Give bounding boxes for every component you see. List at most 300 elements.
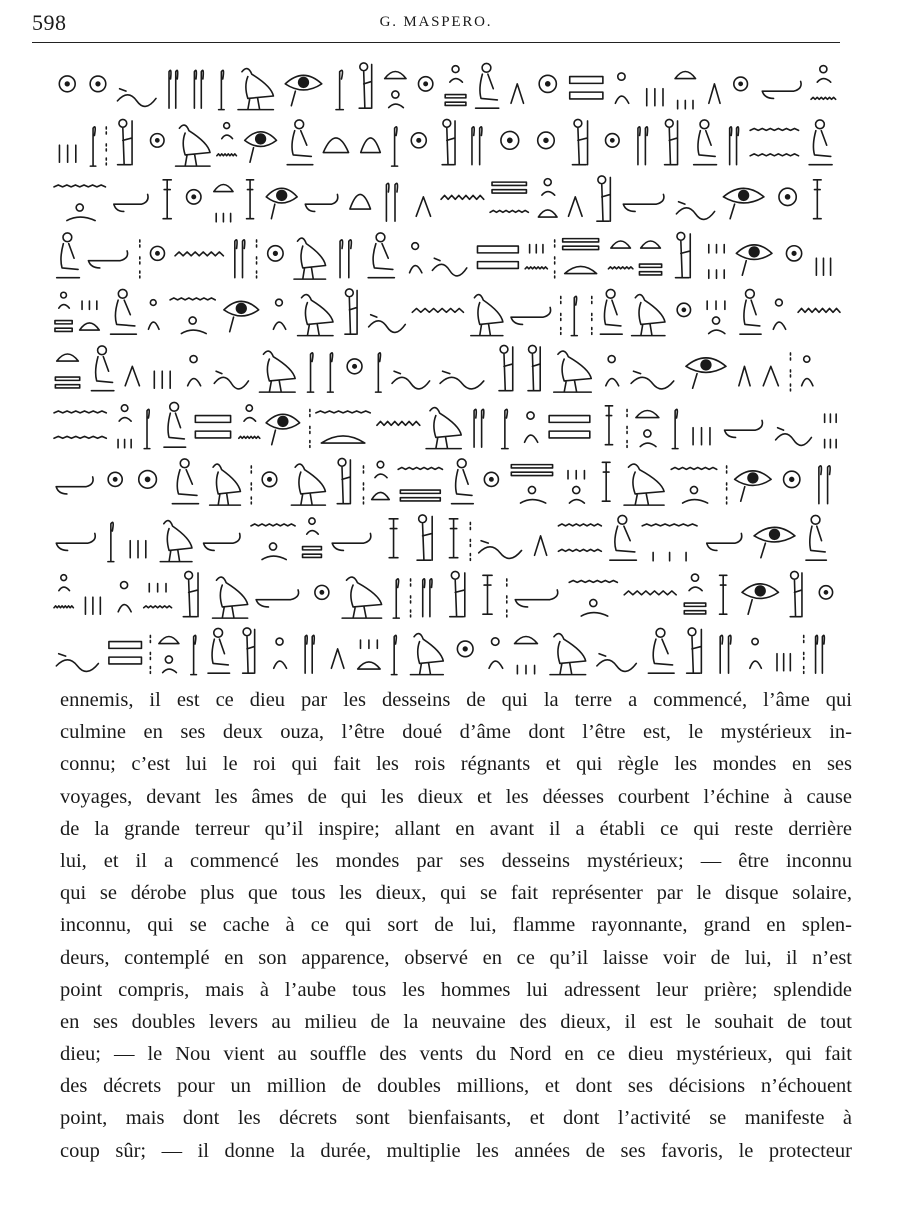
hieroglyph-glyph	[642, 524, 697, 526]
hieroglyph-glyph	[426, 408, 461, 449]
hieroglyph-glyph	[528, 345, 540, 390]
hieroglyph-glyph	[530, 245, 543, 253]
hieroglyph-glyph	[569, 580, 617, 582]
hieroglyph-glyph	[117, 89, 156, 107]
hieroglyph-glyph	[187, 190, 201, 204]
hieroglyph-glyph	[776, 428, 812, 446]
hieroglyph-glyph	[790, 571, 802, 616]
hieroglyph-glyph	[259, 351, 295, 392]
hieroglyph-glyph	[154, 371, 170, 388]
hieroglyph-glyph	[636, 410, 659, 417]
hieroglyph-glyph	[811, 97, 836, 99]
hieroglyph-glyph	[359, 63, 372, 108]
hieroglyph-glyph	[631, 371, 674, 389]
hieroglyph-glyph	[369, 315, 406, 333]
hieroglyph-glyph	[361, 138, 381, 153]
hieroglyph-glyph	[56, 533, 95, 550]
hieroglyph-glyph	[549, 416, 590, 438]
hieroglyph-glyph	[611, 241, 631, 248]
hieroglyph-glyph	[641, 241, 661, 248]
hieroglyph-glyph	[391, 635, 397, 674]
hieroglyph-glyph	[572, 119, 587, 164]
hieroglyph-glyph	[684, 603, 705, 614]
hieroglyph-glyph	[819, 466, 830, 504]
hieroglyph-glyph	[707, 301, 725, 309]
hieroglyph-glyph	[91, 346, 113, 391]
hieroglyph-glyph	[515, 590, 557, 607]
hieroglyph-glyph	[181, 317, 206, 334]
hieroglyph-glyph	[457, 641, 473, 657]
hieroglyph-glyph	[204, 533, 241, 550]
hieroglyph-glyph	[809, 120, 832, 165]
hieroglyph-glyph	[725, 420, 763, 437]
hieroglyph-glyph	[511, 84, 524, 103]
text-line: des décrets pour un million de doubles millions, et dont ses décisions n’échouent	[60, 1075, 852, 1098]
hieroglyph-glyph	[558, 549, 601, 551]
text-line: voyages, devant les âmes de qui les dieux et les déesses courbent l’échine à cause	[60, 785, 852, 808]
hieroglyph-glyph	[159, 636, 179, 643]
hieroglyph-glyph	[730, 127, 739, 165]
hieroglyph-glyph	[416, 197, 430, 216]
hieroglyph-glyph	[345, 289, 357, 334]
hieroglyph-glyph	[554, 351, 591, 392]
hieroglyph-glyph	[239, 436, 260, 438]
hieroglyph-glyph	[243, 628, 255, 673]
hieroglyph-glyph	[287, 120, 313, 165]
hieroglyph-glyph	[707, 533, 742, 550]
hieroglyph-glyph	[693, 428, 710, 445]
hieroglyph-glyph	[393, 579, 399, 618]
hieroglyph-glyph	[471, 295, 503, 336]
text-line: de la grande terreur qu’il inspire; allant en avant il a établi ce qui reste derrière	[60, 817, 852, 840]
hieroglyph-glyph	[389, 519, 398, 558]
hieroglyph-row	[55, 289, 840, 336]
hieroglyph-glyph	[82, 301, 97, 309]
hieroglyph-glyph	[450, 571, 465, 616]
hieroglyph-glyph	[535, 536, 547, 555]
hieroglyph-glyph	[273, 299, 285, 329]
hieroglyph-glyph	[600, 289, 622, 334]
hieroglyph-glyph	[372, 492, 390, 499]
hieroglyph-glyph	[210, 464, 241, 505]
hieroglyph-glyph	[418, 77, 432, 91]
hieroglyph-glyph	[208, 628, 230, 673]
hieroglyph-glyph	[57, 233, 80, 278]
hieroglyph-glyph	[150, 246, 164, 260]
hieroglyph-glyph	[806, 515, 826, 560]
hieroglyph-glyph	[452, 459, 474, 504]
hieroglyph-glyph	[216, 213, 230, 221]
hieroglyph-glyph	[109, 642, 142, 664]
hieroglyph-row	[59, 119, 832, 166]
hieroglyph-glyph	[489, 638, 503, 668]
hieroglyph-glyph	[316, 411, 370, 413]
hieroglyph-glyph	[294, 238, 326, 279]
hieroglyph-glyph	[54, 185, 105, 187]
hieroglyph-glyph	[111, 289, 137, 334]
hieroglyph-glyph	[558, 524, 601, 526]
hieroglyph-glyph	[331, 649, 344, 668]
hieroglyph-glyph	[492, 182, 526, 193]
hieroglyph-glyph	[360, 640, 377, 648]
hieroglyph-glyph	[773, 299, 785, 329]
header-rule	[32, 42, 840, 43]
hieroglyph-glyph	[389, 91, 404, 108]
hieroglyph-glyph	[484, 472, 498, 486]
hieroglyph-glyph	[608, 267, 632, 269]
hieroglyph-row	[54, 176, 821, 222]
hieroglyph-glyph	[56, 477, 93, 494]
hieroglyph-glyph	[571, 296, 577, 335]
hieroglyph-glyph	[118, 439, 131, 447]
hieroglyph-glyph	[550, 634, 586, 675]
hieroglyph-row	[56, 628, 824, 675]
text-line: qui se dérobe plus que tous les dieux, qui se fait représenter par le disque solaire,	[60, 882, 852, 905]
hieroglyph-glyph	[515, 636, 538, 643]
hieroglyph-glyph	[385, 71, 406, 78]
hieroglyph-glyph	[511, 465, 552, 476]
hieroglyph-glyph	[195, 416, 230, 438]
text-line: dieu; — le Nou vient au souffle des vents du Nord en ce dieu mystérieux, qui fait	[60, 1043, 852, 1066]
hieroglyph-glyph	[164, 402, 186, 447]
hieroglyph-glyph	[750, 128, 798, 130]
hieroglyph-glyph	[689, 574, 702, 591]
hieroglyph-glyph	[214, 371, 248, 389]
hieroglyph-glyph	[217, 154, 237, 156]
hieroglyph-glyph	[400, 490, 440, 501]
hieroglyph-glyph	[816, 635, 825, 673]
hieroglyph-glyph	[653, 552, 686, 560]
hieroglyph-illustration	[52, 58, 842, 678]
hieroglyph-glyph	[740, 289, 761, 334]
hieroglyph-glyph	[55, 377, 79, 388]
hieroglyph-glyph	[569, 486, 584, 503]
hieroglyph-glyph	[375, 461, 387, 477]
hieroglyph-glyph	[777, 654, 790, 671]
hieroglyph-glyph	[224, 301, 259, 331]
hieroglyph-glyph	[687, 628, 702, 673]
hieroglyph-glyph	[750, 638, 762, 668]
hieroglyph-glyph	[476, 63, 499, 108]
text-line: coup sûr; — il donne la durée, multiplie les années de ses favoris, le protecteur	[60, 1139, 852, 1162]
hieroglyph-glyph	[315, 585, 329, 599]
hieroglyph-glyph	[238, 69, 273, 110]
hieroglyph-glyph	[538, 132, 555, 149]
hieroglyph-glyph	[191, 635, 197, 674]
hieroglyph-glyph	[266, 188, 297, 218]
hieroglyph-glyph	[130, 541, 146, 558]
hieroglyph-glyph	[88, 251, 127, 268]
hieroglyph-glyph	[483, 575, 492, 614]
text-line: en ses doubles levers au milieu de la neuvaine des dieux, il est le souhait de tout	[60, 1010, 852, 1033]
hieroglyph-glyph	[262, 543, 286, 560]
hieroglyph-glyph	[677, 303, 690, 316]
hieroglyph-glyph	[55, 321, 72, 332]
hieroglyph-glyph	[639, 264, 661, 275]
hieroglyph-glyph	[291, 464, 325, 505]
hieroglyph-glyph	[54, 606, 73, 608]
hieroglyph-glyph	[539, 75, 556, 92]
hieroglyph-glyph	[85, 597, 100, 614]
hieroglyph-glyph	[632, 295, 665, 336]
hieroglyph-glyph	[327, 353, 333, 392]
hieroglyph-glyph	[678, 100, 693, 108]
hieroglyphic-text-block	[52, 58, 842, 678]
hieroglyph-glyph	[54, 436, 106, 438]
hieroglyph-glyph	[398, 467, 442, 469]
hieroglyph-glyph	[538, 210, 557, 217]
hieroglyph-glyph	[412, 308, 463, 312]
hieroglyph-glyph	[67, 204, 95, 221]
hieroglyph-glyph	[219, 70, 225, 109]
hieroglyph-glyph	[565, 266, 597, 273]
hieroglyph-glyph	[118, 119, 133, 164]
hieroglyph-glyph	[517, 665, 534, 673]
hieroglyph-glyph	[511, 307, 551, 324]
hieroglyph-glyph	[336, 70, 343, 109]
hieroglyph-glyph	[350, 194, 371, 209]
hieroglyph-glyph	[442, 119, 455, 164]
hieroglyph-glyph	[176, 125, 210, 166]
hieroglyph-glyph	[638, 127, 648, 165]
hieroglyph-glyph	[386, 183, 397, 221]
hieroglyph-glyph	[108, 522, 114, 561]
hieroglyph-glyph	[542, 179, 555, 196]
hieroglyph-glyph	[323, 138, 348, 153]
hieroglyph-glyph	[376, 353, 382, 392]
hieroglyph-glyph	[119, 405, 131, 421]
hieroglyph-glyph	[786, 246, 801, 261]
hieroglyph-glyph	[160, 521, 192, 562]
hieroglyph-glyph	[80, 323, 100, 330]
hieroglyph-row	[57, 232, 831, 279]
hieroglyph-glyph	[169, 70, 178, 108]
hieroglyph-glyph	[337, 458, 350, 503]
hieroglyph-glyph	[347, 359, 362, 374]
hieroglyph-glyph	[720, 635, 731, 673]
hieroglyph-glyph	[59, 292, 70, 308]
hieroglyph-glyph	[432, 258, 466, 276]
hieroglyph-glyph	[235, 240, 245, 278]
hieroglyph-glyph	[90, 76, 106, 92]
text-line: point, mais dont les décrets sont bienfaisants, et dont l’activité se manifeste à	[60, 1107, 852, 1130]
hieroglyph-glyph	[305, 635, 314, 673]
hieroglyph-glyph	[570, 77, 603, 99]
hieroglyph-glyph	[742, 584, 778, 614]
text-line: culmine en ses deux ouza, l’être doué d’âme dont l’être est, le mystérieux in-	[60, 721, 852, 744]
hieroglyph-glyph	[709, 84, 720, 103]
text-line: lui, et il a commencé les mondes par ses desseins mystérieux; — être inconnu	[60, 849, 852, 872]
hieroglyph-glyph	[175, 252, 223, 256]
hieroglyph-glyph	[188, 356, 201, 386]
hieroglyph-glyph	[183, 571, 198, 616]
hieroglyph-glyph	[149, 584, 166, 592]
hieroglyph-glyph	[151, 134, 165, 148]
hieroglyph-row	[56, 515, 826, 562]
hieroglyph-glyph	[56, 654, 98, 672]
hieroglyph-glyph	[686, 358, 726, 388]
hieroglyph-glyph	[144, 409, 150, 448]
hieroglyph-glyph	[676, 202, 714, 220]
text-line: point compris, mais à l’aube tous les hommes lui adressent leur prière; splendide	[60, 978, 852, 1001]
hieroglyph-glyph	[520, 486, 545, 503]
hieroglyph-glyph	[298, 295, 333, 336]
hieroglyph-glyph	[441, 195, 484, 199]
hieroglyph-glyph	[754, 527, 795, 557]
hieroglyph-glyph	[499, 345, 513, 390]
hieroglyph-glyph	[411, 133, 426, 148]
hieroglyph-glyph	[285, 75, 322, 105]
text-line: ennemis, il est ce dieu par les desseins de qui la terre a commencé, l’âme qui	[60, 689, 852, 711]
hieroglyph-glyph	[672, 409, 678, 448]
hieroglyph-glyph	[450, 66, 463, 83]
hieroglyph-glyph	[114, 194, 148, 211]
hieroglyph-glyph	[525, 267, 547, 269]
hieroglyph-glyph	[368, 233, 394, 278]
hieroglyph-row	[55, 345, 813, 392]
hieroglyph-glyph	[307, 353, 313, 392]
hieroglyph-glyph	[640, 430, 656, 447]
hieroglyph-glyph	[606, 356, 619, 386]
hieroglyph-glyph	[739, 366, 750, 385]
hieroglyph-glyph	[90, 127, 96, 166]
hieroglyph-glyph	[108, 472, 122, 486]
running-title: G. MASPERO.	[379, 14, 493, 30]
hieroglyph-glyph	[59, 575, 70, 591]
hieroglyph-glyph	[170, 298, 215, 300]
hieroglyph-glyph	[214, 184, 233, 191]
hieroglyph-glyph	[266, 414, 300, 444]
hieroglyph-glyph	[474, 409, 484, 447]
hieroglyph-glyph	[525, 412, 538, 442]
hieroglyph-glyph	[816, 258, 830, 275]
hieroglyph-glyph	[694, 120, 717, 165]
hieroglyph-glyph	[624, 464, 664, 505]
hieroglyph-glyph	[118, 582, 131, 612]
page-number: 598	[32, 10, 67, 35]
hieroglyph-glyph	[423, 579, 432, 617]
hieroglyph-glyph	[303, 547, 322, 558]
hieroglyph-glyph	[449, 519, 457, 558]
hieroglyph-glyph	[268, 246, 283, 261]
hieroglyph-glyph	[410, 243, 422, 273]
hieroglyph-glyph	[490, 210, 528, 212]
hieroglyph-glyph	[59, 145, 75, 162]
hieroglyph-glyph	[307, 518, 319, 534]
hieroglyph-glyph	[244, 405, 256, 421]
hieroglyph-glyph	[392, 127, 398, 166]
hieroglyph-glyph	[392, 371, 430, 389]
hieroglyph-glyph	[568, 197, 582, 216]
hieroglyph-glyph	[139, 471, 157, 489]
hieroglyph-row	[56, 458, 830, 505]
hieroglyph-glyph	[734, 77, 748, 91]
hieroglyph-glyph	[814, 180, 822, 219]
hieroglyph-glyph	[305, 194, 337, 211]
text-line: connu; c’est lui le roi qui fait les rois régnants et qui règle les mondes en ses	[60, 753, 852, 776]
hieroglyph-glyph	[683, 486, 708, 503]
hieroglyph-glyph	[194, 70, 203, 108]
hieroglyph-glyph	[605, 406, 612, 445]
hieroglyph-glyph	[321, 436, 365, 443]
hieroglyph-glyph	[762, 81, 801, 98]
hieroglyph-glyph	[647, 89, 663, 106]
hieroglyph-glyph	[709, 270, 724, 278]
hieroglyph-glyph	[472, 127, 482, 165]
hieroglyph-glyph	[125, 366, 139, 385]
hieroglyph-glyph	[440, 371, 484, 389]
text-line: deurs, contemplé en son apparence, observé en ce qu’il laisse voir de lui, il n’est	[60, 946, 852, 969]
hieroglyph-glyph	[340, 240, 351, 278]
hieroglyph-glyph	[274, 638, 287, 668]
hieroglyph-glyph	[624, 591, 676, 595]
hieroglyph-glyph	[610, 515, 637, 560]
hieroglyph-glyph	[54, 411, 106, 413]
hieroglyph-glyph	[247, 180, 254, 219]
hieroglyph-glyph	[763, 366, 778, 385]
hieroglyph-glyph	[479, 541, 522, 559]
hieroglyph-glyph	[665, 119, 678, 164]
hieroglyph-glyph	[602, 462, 610, 501]
hieroglyph-glyph	[825, 439, 837, 447]
hieroglyph-glyph	[501, 131, 519, 149]
hieroglyph-glyph	[720, 575, 727, 614]
hieroglyph-glyph	[802, 356, 813, 386]
hieroglyph-glyph	[798, 308, 840, 312]
hieroglyph-glyph	[606, 134, 620, 148]
hieroglyph-glyph	[163, 656, 177, 673]
hieroglyph-glyph	[377, 421, 420, 425]
hieroglyph-glyph	[825, 414, 837, 422]
text-line: inconnu, qui se cache à ce qui sort de lui, flamme rayonnante, grand en splen-	[60, 914, 852, 937]
hieroglyph-row	[54, 571, 833, 618]
hieroglyph-glyph	[784, 471, 800, 487]
hieroglyph-glyph	[671, 467, 717, 469]
hieroglyph-glyph	[477, 246, 518, 268]
hieroglyph-glyph	[256, 590, 298, 607]
hieroglyph-glyph	[502, 409, 508, 448]
hieroglyph-glyph	[615, 73, 628, 103]
hieroglyph-glyph	[148, 300, 159, 330]
hieroglyph-glyph	[417, 515, 432, 560]
hieroglyph-glyph	[819, 586, 832, 599]
hieroglyph-glyph	[172, 459, 198, 504]
hieroglyph-glyph	[445, 95, 466, 106]
hieroglyph-glyph	[735, 471, 771, 501]
hieroglyph-glyph	[675, 232, 690, 277]
hieroglyph-glyph	[144, 606, 172, 608]
hieroglyph-glyph	[59, 76, 75, 92]
hieroglyph-glyph	[358, 662, 380, 669]
hieroglyph-glyph	[332, 533, 371, 550]
body-text	[60, 684, 852, 1167]
hieroglyph-glyph	[623, 194, 664, 211]
hieroglyph-glyph	[779, 188, 796, 205]
hieroglyph-glyph	[222, 123, 233, 139]
hieroglyph-row	[59, 63, 835, 110]
hieroglyph-glyph	[213, 577, 248, 618]
hieroglyph-glyph	[709, 317, 725, 334]
hieroglyph-glyph	[709, 245, 724, 253]
running-header	[32, 6, 840, 42]
hieroglyph-glyph	[675, 71, 695, 78]
hieroglyph-glyph	[750, 154, 798, 156]
hieroglyph-glyph	[563, 239, 599, 250]
hieroglyph-glyph	[648, 628, 674, 673]
hieroglyph-glyph	[410, 634, 443, 675]
hieroglyph-glyph	[245, 132, 277, 162]
hieroglyph-glyph	[163, 180, 171, 219]
